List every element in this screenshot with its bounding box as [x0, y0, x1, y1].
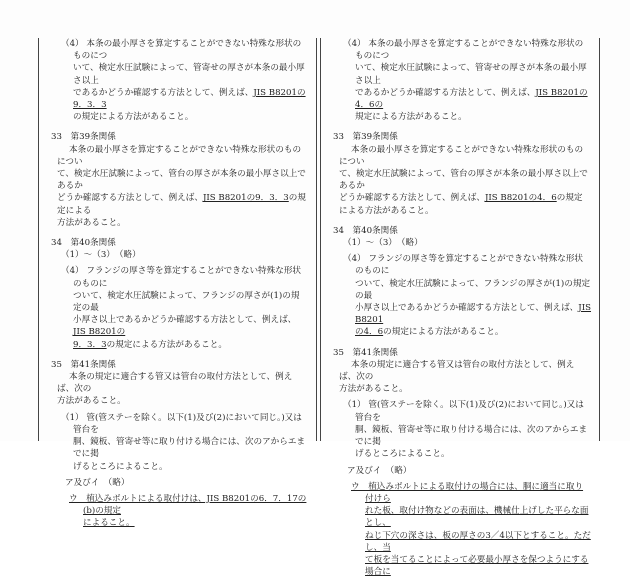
section-34-items-1-3: （1）～（3） （略） [61, 250, 141, 261]
jis-reference: の4．6 [355, 327, 384, 338]
section-35-item-u: ウ 植込みボルトによる取付けは、JIS B8201の6．7．17の(b)の規定 によること。 [69, 493, 307, 529]
section-35-items-a-i: ア及びイ （略） [65, 477, 130, 488]
section-35-items-a-i: ア及びイ （略） [347, 465, 412, 476]
section-34-items-1-3: （1）～（3） （略） [343, 238, 423, 249]
section-35-item-u: ウ 植込みボルトによる取付けの場合には、胴に適当に取り付けら れた板、取付け物などの表面は、機械仕上げした平らな面とし、 ねじ下穴の深さは、板の厚さの3／4以下とすること。ただし、当 て板を当てることによって必要最小厚さを保つようにする場合に [351, 481, 591, 578]
jis-reference: JIS B8201の4．6の [355, 87, 588, 111]
article-38-item-4: （4） 本条の最小厚さを算定することができない特殊な形状のものにつ いて、検定水圧試験によって、管寄せの厚さが本条の最小厚さ以上 であるかどうか確認する方法として、例えば、JIS B8201の9．3．3 の規定による方法があること。 [61, 39, 306, 123]
section-34-item-4: （4） フランジの厚さ等を算定することができない特殊な形状のものに ついて、検定水圧試験によって、フランジの厚さが(1)の規定の最 小厚さ以上であるかどうか確認する方法として、例えば、JIS B8201 の4．6の規定による方法があること。 [343, 254, 592, 338]
article-38-item-4: （4） 本条の最小厚さを算定することができない特殊な形状のものにつ いて、検定水圧試験によって、管寄せの厚さが本条の最小厚さ以上 であるかどうか確認する方法として、例えば、JIS B8201の4．6の 規定による方法があること。 [343, 39, 588, 123]
section-35-item-1: （1） 管(管ステーを除く。以下(1)及び(2)において同じ。)又は管台を 胴、鏡板、管寄せ等に取り付ける場合には、次のアからエまでに掲 げるところによること。 [343, 400, 588, 460]
new-text-column [320, 38, 600, 578]
jis-reference: JIS B8201の4．6 [484, 193, 557, 204]
section-heading-35: 35 第41条関係 [51, 359, 116, 370]
section-34-item-4: （4） フランジの厚さ等を算定することができない特殊な形状のものに ついて、検定水圧試験によって、フランジの厚さが(1)の規定の最 小厚さ以上であるかどうか確認する方法として、例えば、JIS B8201の 9．3．3の規定による方法があること。 [61, 266, 302, 350]
section-35-body: 本条の規定に適合する管又は管台の取付方法として、例えば、次の 方法があること。 [339, 359, 575, 395]
jis-reference: JIS B8201の9．3．3 [73, 87, 306, 111]
section-heading-34: 34 第40条関係 [51, 238, 116, 249]
section-35-body: 本条の規定に適合する管又は管台の取付方法として、例えば、次の 方法があること。 [57, 372, 293, 407]
section-heading-35: 35 第41条関係 [333, 347, 398, 358]
section-33-body: 本条の最小厚さを算定することができない特殊な形状のものについ て、検定水圧試験によって、管台の厚さが本条の最小厚さ以上であるか どうか確認する方法として、例えば、JIS B8201の4．6の規定による方法があること。 [339, 144, 588, 216]
jis-reference: JIS B8201の9．3．3 [202, 193, 289, 204]
jis-reference: JIS B8201 [355, 303, 592, 326]
section-33-body: 本条の最小厚さを算定することができない特殊な形状のものについ て、検定水圧試験によって、管台の厚さが本条の最小厚さ以上であるか どうか確認する方法として、例えば、JIS B8201の9．3．3の規定による 方法があること。 [57, 144, 306, 228]
jis-reference: JIS B8201の [73, 327, 126, 338]
section-35-item-1: （1） 管(管ステーを除く。以下(1)及び(2)において同じ。)又は管台を 胴、鏡板、管寄せ等に取り付ける場合には、次のアからエまでに掲 げるところによること。 [61, 412, 306, 472]
jis-reference: 9．3．3 [73, 339, 107, 350]
section-heading-34: 34 第40条関係 [333, 225, 398, 236]
old-text-column [38, 38, 317, 529]
section-heading-33: 33 第39条関係 [51, 132, 116, 143]
section-heading-33: 33 第39条関係 [333, 132, 398, 143]
